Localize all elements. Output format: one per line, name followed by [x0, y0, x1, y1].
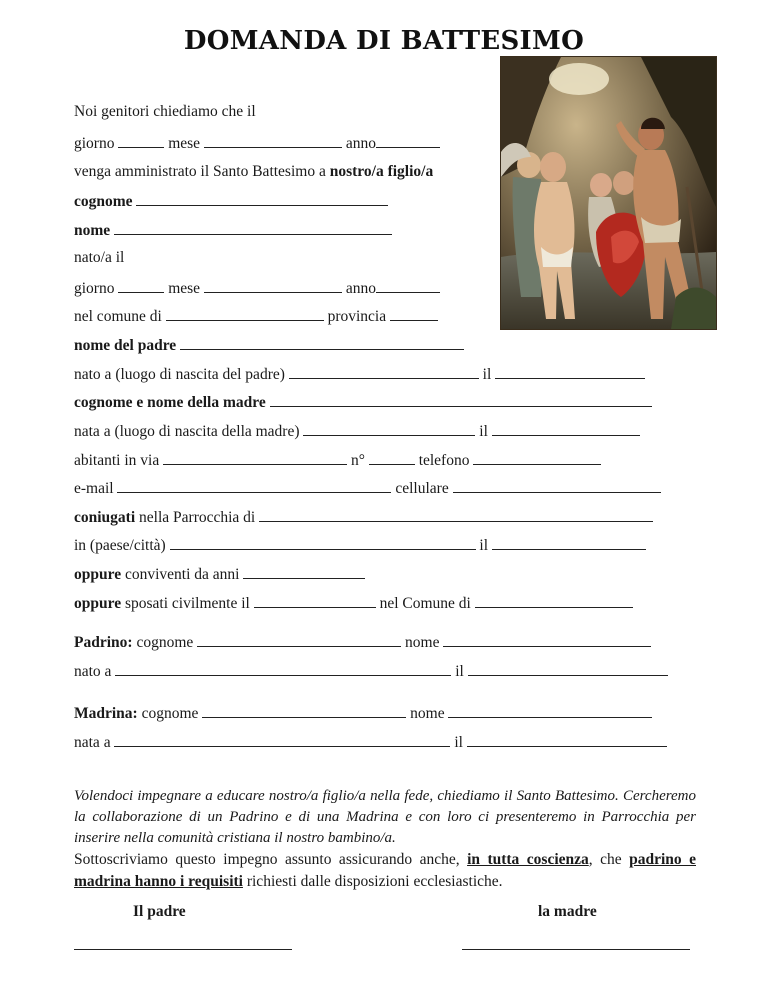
commitment-part1: Sottoscriviamo questo impegno assunto assicurando anche, [74, 851, 460, 868]
email-field[interactable] [117, 478, 391, 493]
anno-label: anno [345, 135, 376, 152]
nata-madre-date-field[interactable] [492, 421, 640, 436]
intro-line [74, 103, 256, 121]
padrino-label: Padrino: [74, 634, 133, 651]
nata-madre-label: nata a (luogo di nascita della madre) [74, 423, 300, 440]
provincia-field[interactable] [390, 306, 438, 321]
conviventi-field[interactable] [243, 564, 365, 579]
cellulare-field[interactable] [453, 478, 661, 493]
provincia-label: provincia [327, 308, 387, 325]
cognome-madre-field[interactable] [270, 392, 652, 407]
email-label: e-mail [74, 480, 114, 497]
intro-text: Noi genitori chiediamo che il [74, 103, 256, 120]
il-label-3: il [479, 537, 489, 554]
padrino-nato-field[interactable] [115, 661, 451, 676]
padrino-nome-field[interactable] [443, 632, 651, 647]
il-label-5: il [454, 734, 463, 751]
nato-label: nato/a il [74, 249, 125, 266]
nato-padre-line [74, 364, 645, 384]
commitment-paragraph [74, 849, 696, 893]
nata-madre-line [74, 421, 640, 441]
mother-signature-line[interactable] [462, 949, 690, 950]
padrino-cognome-field[interactable] [197, 632, 401, 647]
nel-comune-field[interactable] [475, 593, 633, 608]
madrina-nata-label: nata a [74, 734, 111, 751]
commitment-underline-2: padrino e madrina hanno i requisiti [74, 851, 696, 890]
padrino-nato-label: nato a [74, 663, 112, 680]
madrina-nata-field[interactable] [114, 732, 450, 747]
padre-line [74, 335, 464, 355]
administer-bold: nostro/a figlio/a [329, 163, 434, 180]
madrina-cognome-field[interactable] [202, 703, 406, 718]
paese-line [74, 535, 646, 555]
nato-padre-field[interactable] [289, 364, 479, 379]
madrina-nome-label: nome [410, 705, 445, 722]
sposati-line [74, 593, 633, 613]
il-label: il [482, 366, 492, 383]
mother-signature-label: la madre [538, 903, 597, 920]
numero-field[interactable] [369, 450, 415, 465]
father-signature-line[interactable] [74, 949, 292, 950]
madrina-line [74, 703, 652, 723]
anno-field-2[interactable] [376, 278, 440, 293]
il-label-4: il [455, 663, 464, 680]
baptism-painting [500, 56, 717, 330]
nel-comune-label: nel Comune di [379, 595, 471, 612]
cognome-label: cognome [74, 193, 133, 210]
madrina-nome-field[interactable] [448, 703, 652, 718]
email-line [74, 478, 661, 498]
commitment-part3: richiesti dalle disposizioni ecclesiastiche. [246, 873, 503, 890]
coniugati-label: coniugati [74, 509, 136, 526]
telefono-field[interactable] [473, 450, 601, 465]
madrina-label: Madrina: [74, 705, 138, 722]
nato-padre-label: nato a (luogo di nascita del padre) [74, 366, 285, 383]
paese-date-field[interactable] [492, 535, 646, 550]
date-line-2 [74, 278, 440, 298]
giorno-field-2[interactable] [118, 278, 164, 293]
coniugati-line [74, 507, 653, 527]
madrina-date-field[interactable] [467, 732, 667, 747]
paese-field[interactable] [170, 535, 476, 550]
oppure-label-2: oppure [74, 595, 122, 612]
nome-padre-field[interactable] [180, 335, 464, 350]
padrino-cognome-label: cognome [136, 634, 194, 651]
parrocchia-field[interactable] [259, 507, 653, 522]
conviventi-line [74, 564, 365, 584]
father-signature-label: Il padre [133, 903, 186, 920]
madrina-nata-line [74, 732, 667, 752]
nato-padre-date-field[interactable] [495, 364, 645, 379]
cognome-madre-label: cognome e nome della madre [74, 394, 266, 411]
madre-line [74, 392, 652, 412]
nato-line [74, 249, 124, 267]
comune-label: nel comune di [74, 308, 162, 325]
anno-label-2: anno [345, 280, 376, 297]
nome-padre-label: nome del padre [74, 337, 177, 354]
comune-line [74, 306, 438, 326]
date-line-1 [74, 133, 440, 153]
giorno-field[interactable] [118, 133, 164, 148]
mese-label: mese [168, 135, 201, 152]
conviventi-label: conviventi da anni [124, 566, 240, 583]
padrino-line [74, 632, 651, 652]
cellulare-label: cellulare [395, 480, 449, 497]
nome-line [74, 220, 392, 240]
padrino-nome-label: nome [405, 634, 440, 651]
commitment-italic: Volendoci impegnare a educare nostro/a figlio/a nella fede, chiediamo il Santo Battesimo. Cercheremo la collaborazione di un Padrino e di una Madrina e con loro ci presenteremo in Parrocchia per inserire nella comunità cristiana il nostro bambino/a. [74, 788, 696, 846]
commitment-underline-1: in tutta coscienza [467, 851, 589, 868]
commitment-part2: , che [588, 851, 622, 868]
mese-field-2[interactable] [204, 278, 342, 293]
nome-label: nome [74, 222, 111, 239]
page-title: DOMANDA DI BATTESIMO [183, 26, 585, 56]
giorno-label: giorno [74, 135, 115, 152]
administer-text: venga amministrato il Santo Battesimo a [74, 163, 326, 180]
padrino-nato-line [74, 661, 668, 681]
mese-field[interactable] [204, 133, 342, 148]
sposati-field[interactable] [254, 593, 376, 608]
sposati-label: sposati civilmente il [124, 595, 250, 612]
numero-label: n° [350, 452, 365, 469]
administer-line [74, 163, 433, 181]
mese-label-2: mese [168, 280, 201, 297]
paese-label: in (paese/città) [74, 537, 166, 554]
address-line [74, 450, 601, 470]
cognome-field[interactable] [136, 191, 388, 206]
abitanti-label: abitanti in via [74, 452, 160, 469]
coniugati-text: nella Parrocchia di [139, 509, 256, 526]
padrino-date-field[interactable] [468, 661, 668, 676]
comune-field[interactable] [166, 306, 324, 321]
il-label-2: il [479, 423, 488, 440]
nome-field[interactable] [114, 220, 392, 235]
anno-field[interactable] [376, 133, 440, 148]
nata-madre-field[interactable] [303, 421, 475, 436]
giorno-label-2: giorno [74, 280, 115, 297]
oppure-label: oppure [74, 566, 122, 583]
cognome-line [74, 191, 388, 211]
madrina-cognome-label: cognome [141, 705, 199, 722]
via-field[interactable] [163, 450, 347, 465]
telefono-label: telefono [418, 452, 470, 469]
